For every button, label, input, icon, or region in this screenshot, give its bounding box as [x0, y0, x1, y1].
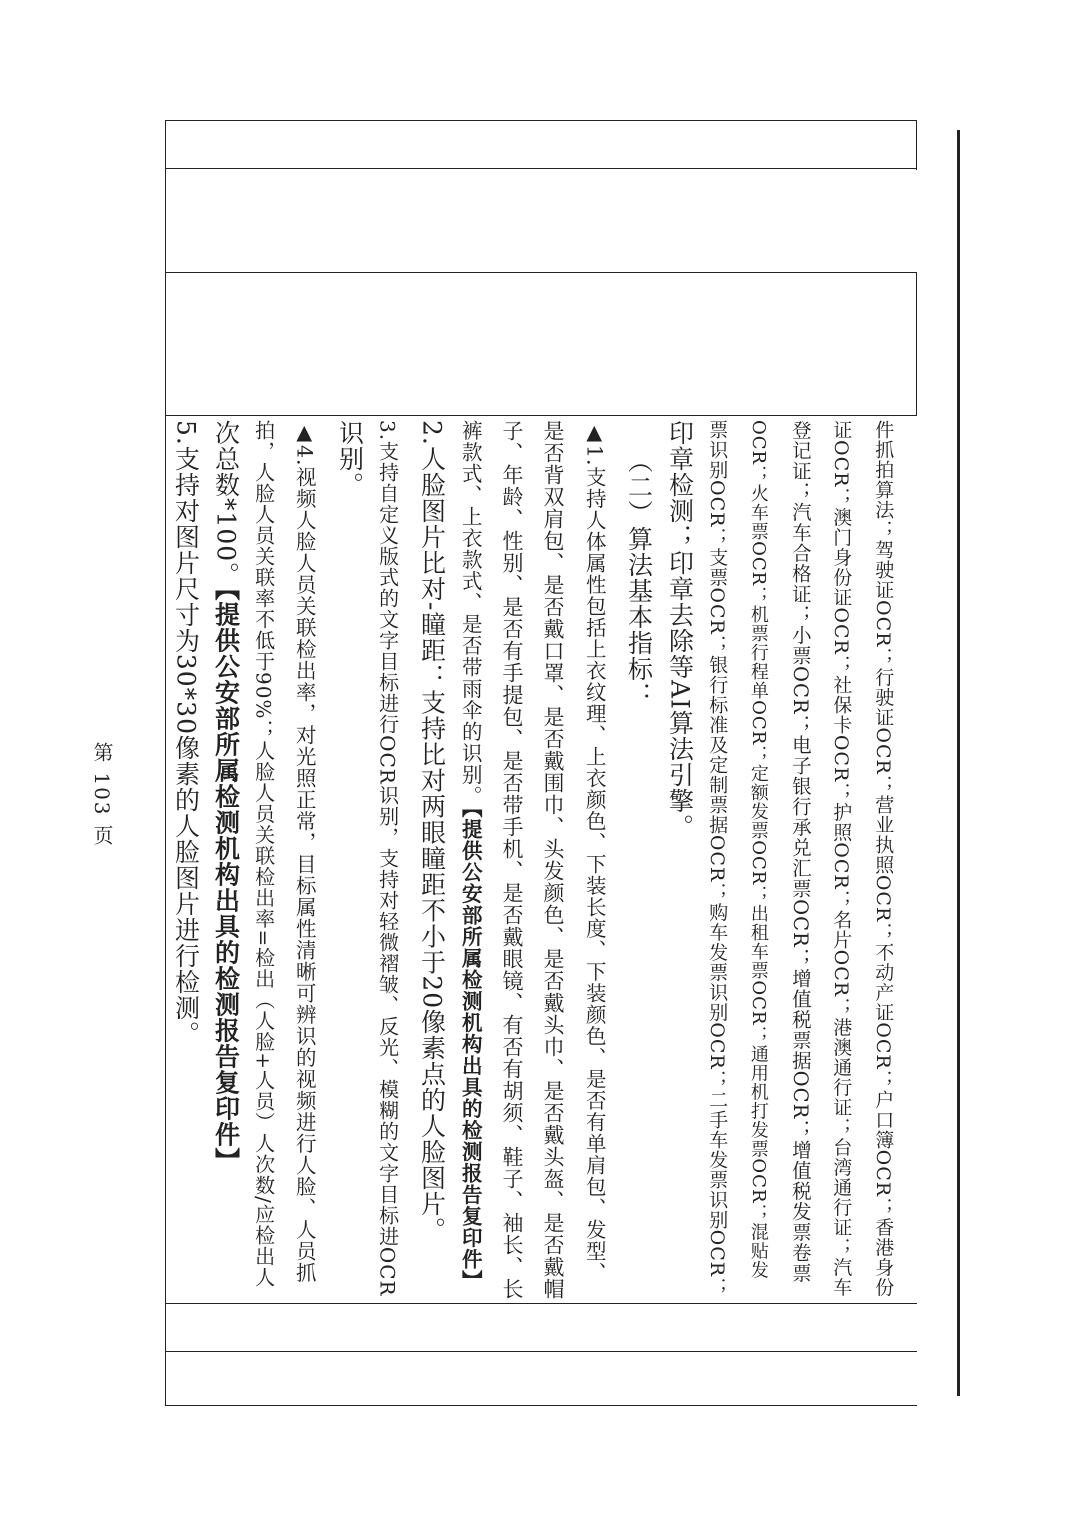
text-line-2 [828, 420, 854, 1297]
text-segment: OCR；火车票OCR；机票行程单OCR；定额发票OCR；出租车票OCR；通用机打发票OCR；混贴发 [747, 420, 769, 1280]
text-segment: 3.支持自定义版式的文字目标进行OCR识别，支持对轻微褶皱、反光、模糊的文字目标进OCR [375, 420, 400, 1297]
text-segment: 票识别OCR；支票OCR；银行标准及定制票据OCR；购车发票识别OCR；二手车发票识别OCR； [706, 420, 729, 1298]
text-segment: 5.支持对图片尺寸为30*30像素的人脸图片进行检测。 [171, 420, 201, 1047]
text-segment: ▲1.支持人体属性包括上衣纹理、上衣颜色、下装长度、下装颜色、是否有单肩包、发型、 [582, 420, 607, 1284]
report-note-bold: 【提供公安部所属检测机构出具的检测报告复印件】 [458, 807, 483, 1292]
section-heading [621, 448, 656, 708]
text-line-9 [538, 420, 567, 1300]
report-note-bold: 【提供公安部所属检测机构出具的检测报告复印件】 [211, 588, 241, 1174]
table-cell-border-top [916, 120, 917, 170]
row-divider-7 [165, 1405, 917, 1406]
text-line-16 [249, 420, 277, 1288]
text-segment: 登记证；汽车合格证；小票OCR；电子银行承兑汇票OCR；增值税票据OCR；增值税发票卷票 [788, 420, 812, 1284]
text-segment: 2.人脸图片比对-瞳距：支持比对两眼瞳距不小于20像素点的人脸图片。 [417, 420, 447, 1244]
text-segment: 拍，人脸人员关联率不低于90%；人脸人员关联检出率=检出（人脸+人员）人次数/应检出人 [251, 420, 276, 1288]
page-number: 第 103 页 [90, 742, 114, 847]
text-line-14 [332, 420, 367, 498]
text-segment: 裤款式、上衣款式、是否带雨伞的识别。 [458, 420, 483, 807]
text-line-4 [745, 420, 770, 1280]
text-segment: 识别。 [335, 420, 365, 498]
text-line-5 [704, 420, 730, 1297]
text-line-18 [168, 420, 203, 1047]
text-line-13 [373, 420, 401, 1297]
text-segment: 印章检测；印章去除等AI算法引擎。 [665, 420, 695, 840]
text-segment: 是否背双肩包、是否戴口罩、是否戴围巾、头发颜色、是否戴头巾、是否戴头盔、是否戴帽 [540, 420, 565, 1300]
text-line-10 [497, 420, 526, 1300]
text-line-17 [208, 420, 243, 1174]
row-divider-1 [165, 120, 917, 121]
text-segment: 子、年龄、性别、是否有手提包、是否带手机、是否戴眼镜、有否有胡须、鞋子、袖长、长 [499, 420, 524, 1300]
text-segment: 次总数*100。 [211, 420, 241, 589]
text-line-15 [290, 420, 318, 1284]
table-left-border [165, 120, 166, 1405]
row-divider-5 [165, 1303, 917, 1304]
row-divider-3 [165, 272, 917, 273]
row-divider-4 [165, 415, 917, 416]
text-line-8 [580, 420, 608, 1284]
text-segment: （二）算法基本指标： [624, 448, 654, 708]
text-line-12 [414, 420, 449, 1243]
right-margin-rule [957, 130, 960, 1396]
text-line-6 [662, 420, 697, 840]
text-segment: 件抓拍算法；驾驶证OCR；行驶证OCR；营业执照OCR；不动产证OCR；户口簿OCR；香港身份 [872, 420, 895, 1298]
text-line-1 [870, 420, 896, 1297]
text-segment: ▲4.视频人脸人员关联检出率，对光照正常，目标属性清晰可辨识的视频进行人脸、人员抓 [292, 420, 317, 1284]
text-line-11 [456, 420, 484, 1291]
text-segment: 证OCR；澳门身份证OCR；社保卡OCR；护照OCR；名片OCR；港澳通行证；台湾通行证；汽车 [830, 420, 853, 1298]
text-line-3 [786, 420, 813, 1283]
row-divider-2 [165, 168, 917, 169]
table-cell-border-mid [916, 272, 917, 415]
row-divider-6 [165, 1351, 917, 1352]
